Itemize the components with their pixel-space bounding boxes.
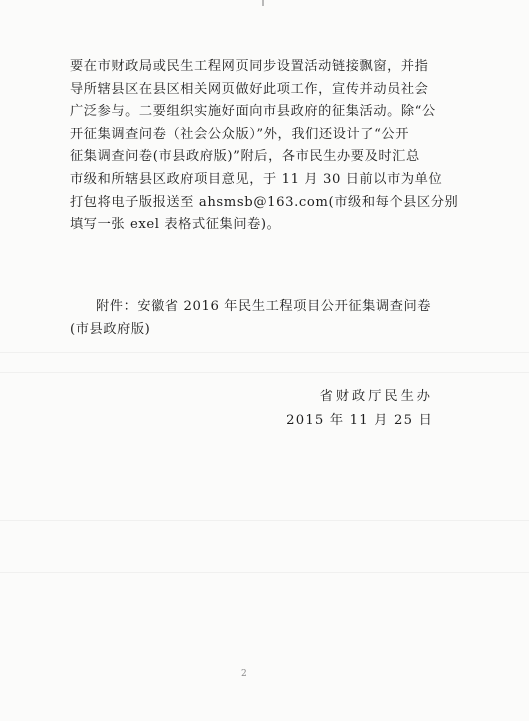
scan-ghost-line — [0, 352, 529, 353]
attachment-line: (市县政府版) — [70, 321, 151, 337]
body-line: 填写一张 exel 表格式征集问卷)。 — [70, 217, 281, 233]
body-line: 导所辖县区在县区相关网页做好此项工作，宣传并动员社会 — [70, 81, 429, 97]
attachment-note — [70, 296, 465, 341]
body-line: 要在市财政局或民生工程网页同步设置活动链接飘窗，并指 — [70, 59, 429, 74]
body-line: 开征集调查问卷（社会公众版）”外，我们还设计了“公开 — [70, 126, 409, 142]
scan-ghost-line — [0, 372, 529, 373]
scan-ghost-line — [0, 572, 529, 573]
scan-ghost-line — [0, 520, 529, 521]
page-number: 2 — [241, 669, 247, 679]
issue-date: 2015 年 11 月 25 日 — [286, 413, 433, 428]
scan-mark — [262, 0, 264, 6]
body-line: 市级和所辖县区政府项目意见，于 11 月 30 日前以市为单位 — [70, 171, 443, 187]
body-line: 打包将电子版报送至 ahsmsb@163.com(市级和每个县区分别 — [70, 194, 459, 210]
attachment-line: 附件：安徽省 2016 年民生工程项目公开征集调查问卷 — [96, 299, 432, 314]
body-line: 征集调查问卷(市县政府版)”附后，各市民生办要及时汇总 — [70, 149, 420, 165]
body-paragraph — [70, 56, 465, 237]
body-line: 广泛参与。二要组织实施好面向市县政府的征集活动。除“公 — [70, 104, 436, 120]
issuing-office: 省财政厅民生办 — [319, 389, 433, 404]
signature-block — [286, 385, 433, 433]
